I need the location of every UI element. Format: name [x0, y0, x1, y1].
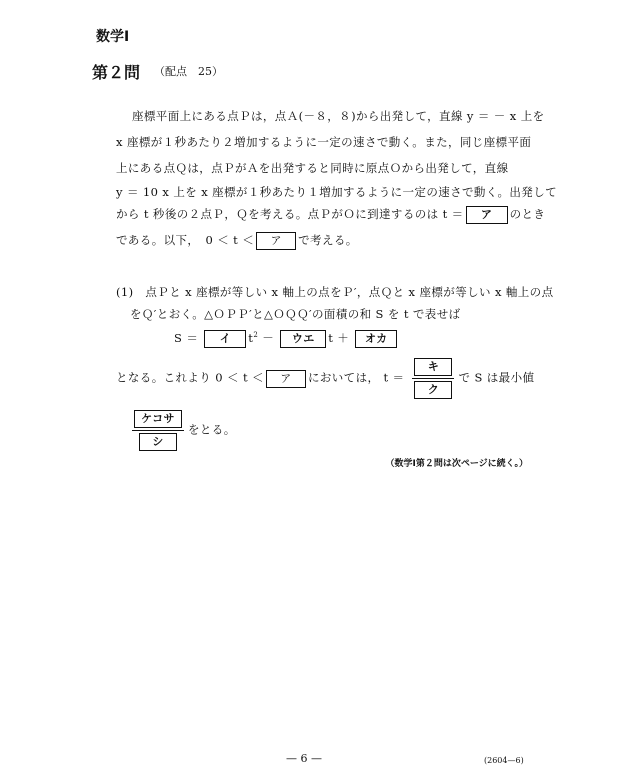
equation-lhs: S ＝: [174, 331, 199, 345]
equation-t-plus: t ＋: [328, 331, 350, 345]
equation-exponent: 2: [253, 331, 259, 340]
answer-box-a: ア: [466, 206, 508, 224]
fraction-bar-2: [132, 430, 184, 431]
answer-box-ki: キ: [414, 358, 452, 376]
continuation-note: （数学Ⅰ第２問は次ページに続く。）: [385, 459, 528, 469]
part1-line-5-tail: をとる。: [188, 422, 236, 437]
intro-line-5-text: から t 秒後の２点Ｐ，Ｑを考える。点ＰがＯに到達するのは t ＝: [116, 207, 464, 221]
answer-box-a-ref-2: ア: [266, 370, 306, 388]
intro-line-6-text: である。以下， 0 ＜ t ＜: [116, 233, 255, 247]
part1-line-2: をＱ′とおく。△ＯＰＰ′と△ＯＱＱ′の面積の和 S を t で表せば: [130, 307, 461, 321]
part1-line-4-teq: t ＝: [383, 370, 405, 385]
intro-line-5: [116, 206, 545, 224]
area-equation: [174, 330, 399, 348]
intro-line-1: 座標平面上にある点Ｐは，点Ａ(－８，８)から出発して，直線 y ＝ － x 上を: [132, 109, 545, 123]
question-title: 第２問: [92, 63, 141, 82]
answer-box-ku: ク: [414, 381, 452, 399]
answer-box-kekosa: ケコサ: [134, 410, 182, 428]
fraction-kekosa-shi: [132, 410, 184, 451]
equation-t: t: [248, 331, 254, 345]
part1-line-1: (1) 点Ｐと x 座標が等しい x 軸上の点をＰ′，点Ｑと x 座標が等しい x 軸上の点: [116, 285, 554, 299]
answer-box-shi: シ: [139, 433, 177, 451]
answer-box-oka: オカ: [355, 330, 397, 348]
part1-line-4-mid: においては，: [307, 370, 380, 385]
page-number: — 6 —: [286, 752, 322, 765]
intro-line-3: 上にある点Ｑは，点ＰがＡを出発すると同時に原点Ｏから出発して，直線: [116, 161, 509, 175]
intro-line-4: y ＝ 10 x 上を x 座標が１秒あたり１増加するように一定の速さで動く。出発して: [116, 185, 558, 199]
intro-line-5-tail: のとき: [509, 207, 546, 221]
answer-box-ue: ウエ: [280, 330, 326, 348]
page-code: (2604—6): [484, 756, 524, 765]
intro-line-6: [116, 232, 358, 250]
intro-line-2: x 座標が１秒あたり２増加するように一定の速さで動く。また，同じ座標平面: [116, 135, 532, 149]
answer-box-a-ref: ア: [256, 232, 296, 250]
fraction-bar: [412, 378, 454, 379]
intro-line-6-tail: で考える。: [298, 233, 358, 247]
part1-line-4-text: となる。これより 0 ＜ t ＜: [116, 370, 264, 385]
equation-minus: －: [262, 331, 275, 345]
points-label: （配点 25）: [154, 65, 223, 78]
answer-box-i: イ: [204, 330, 246, 348]
part1-line-5: [132, 410, 236, 451]
fraction-ki-ku: [412, 358, 454, 399]
part1-line-4: [116, 358, 534, 399]
subject-heading: 数学Ⅰ: [96, 29, 130, 45]
part1-line-4-tail: で S は最小値: [458, 370, 535, 385]
